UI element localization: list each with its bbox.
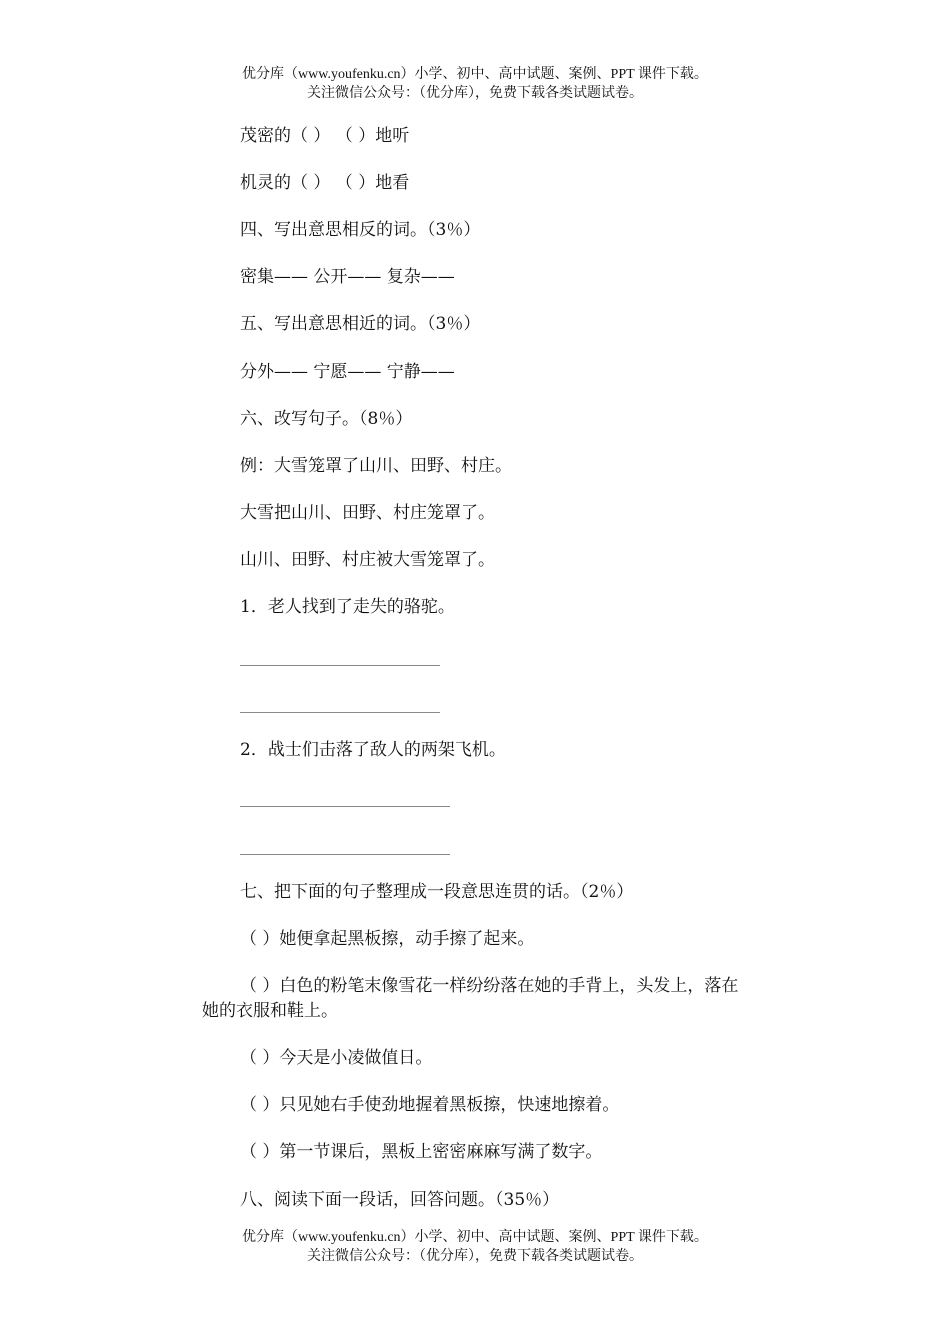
- footer-line-1: 优分库（www.youfenku.cn）小学、初中、高中试题、案例、PPT 课件下载。: [242, 1230, 708, 1245]
- section-4-words: 密集—— 公开—— 复杂——: [240, 267, 455, 287]
- header-line-1: 优分库（www.youfenku.cn）小学、初中、高中试题、案例、PPT 课件下载。: [242, 67, 708, 82]
- fill-item-1: 茂密的（ ） （ ）地听: [240, 126, 410, 146]
- section-4-title: 四、写出意思相反的词。（3％）: [240, 220, 481, 240]
- section-7-sentence-5: （ ）第一节课后，黑板上密密麻麻写满了数字。: [240, 1142, 603, 1162]
- section-5-words: 分外—— 宁愿—— 宁静——: [240, 362, 455, 382]
- section-5-title: 五、写出意思相近的词。（3％）: [240, 314, 481, 334]
- section-7-sentence-2-line-1: （ ）白色的粉笔末像雪花一样纷纷落在她的手背上，头发上，落在: [240, 976, 739, 996]
- section-6-example: 例：大雪笼罩了山川、田野、村庄。: [240, 456, 512, 476]
- section-6-question-2: 2．战士们击落了敌人的两架飞机。: [240, 740, 506, 760]
- answer-blank-2a[interactable]: [240, 806, 450, 807]
- section-7-sentence-1: （ ）她便拿起黑板擦，动手擦了起来。: [240, 929, 535, 949]
- fill-item-2: 机灵的（ ） （ ）地看: [240, 173, 410, 193]
- section-7-title: 七、把下面的句子整理成一段意思连贯的话。（2％）: [240, 882, 634, 902]
- section-8-title: 八、阅读下面一段话，回答问题。（35％）: [240, 1190, 560, 1210]
- answer-blank-1b[interactable]: [240, 712, 440, 713]
- section-7-sentence-3: （ ）今天是小凌做值日。: [240, 1048, 433, 1068]
- section-6-title: 六、改写句子。（8％）: [240, 409, 413, 429]
- section-6-question-1: 1．老人找到了走失的骆驼。: [240, 597, 455, 617]
- section-6-example-ba: 大雪把山川、田野、村庄笼罩了。: [240, 503, 495, 523]
- section-6-example-bei: 山川、田野、村庄被大雪笼罩了。: [240, 550, 495, 570]
- answer-blank-2b[interactable]: [240, 854, 450, 855]
- footer-line-2: 关注微信公众号：（优分库），免费下载各类试题试卷。: [307, 1249, 643, 1264]
- answer-blank-1a[interactable]: [240, 665, 440, 666]
- section-7-sentence-2-line-2: 她的衣服和鞋上。: [202, 1001, 338, 1021]
- header-line-2: 关注微信公众号：（优分库），免费下载各类试题试卷。: [307, 86, 643, 101]
- section-7-sentence-4: （ ）只见她右手使劲地握着黑板擦，快速地擦着。: [240, 1095, 620, 1115]
